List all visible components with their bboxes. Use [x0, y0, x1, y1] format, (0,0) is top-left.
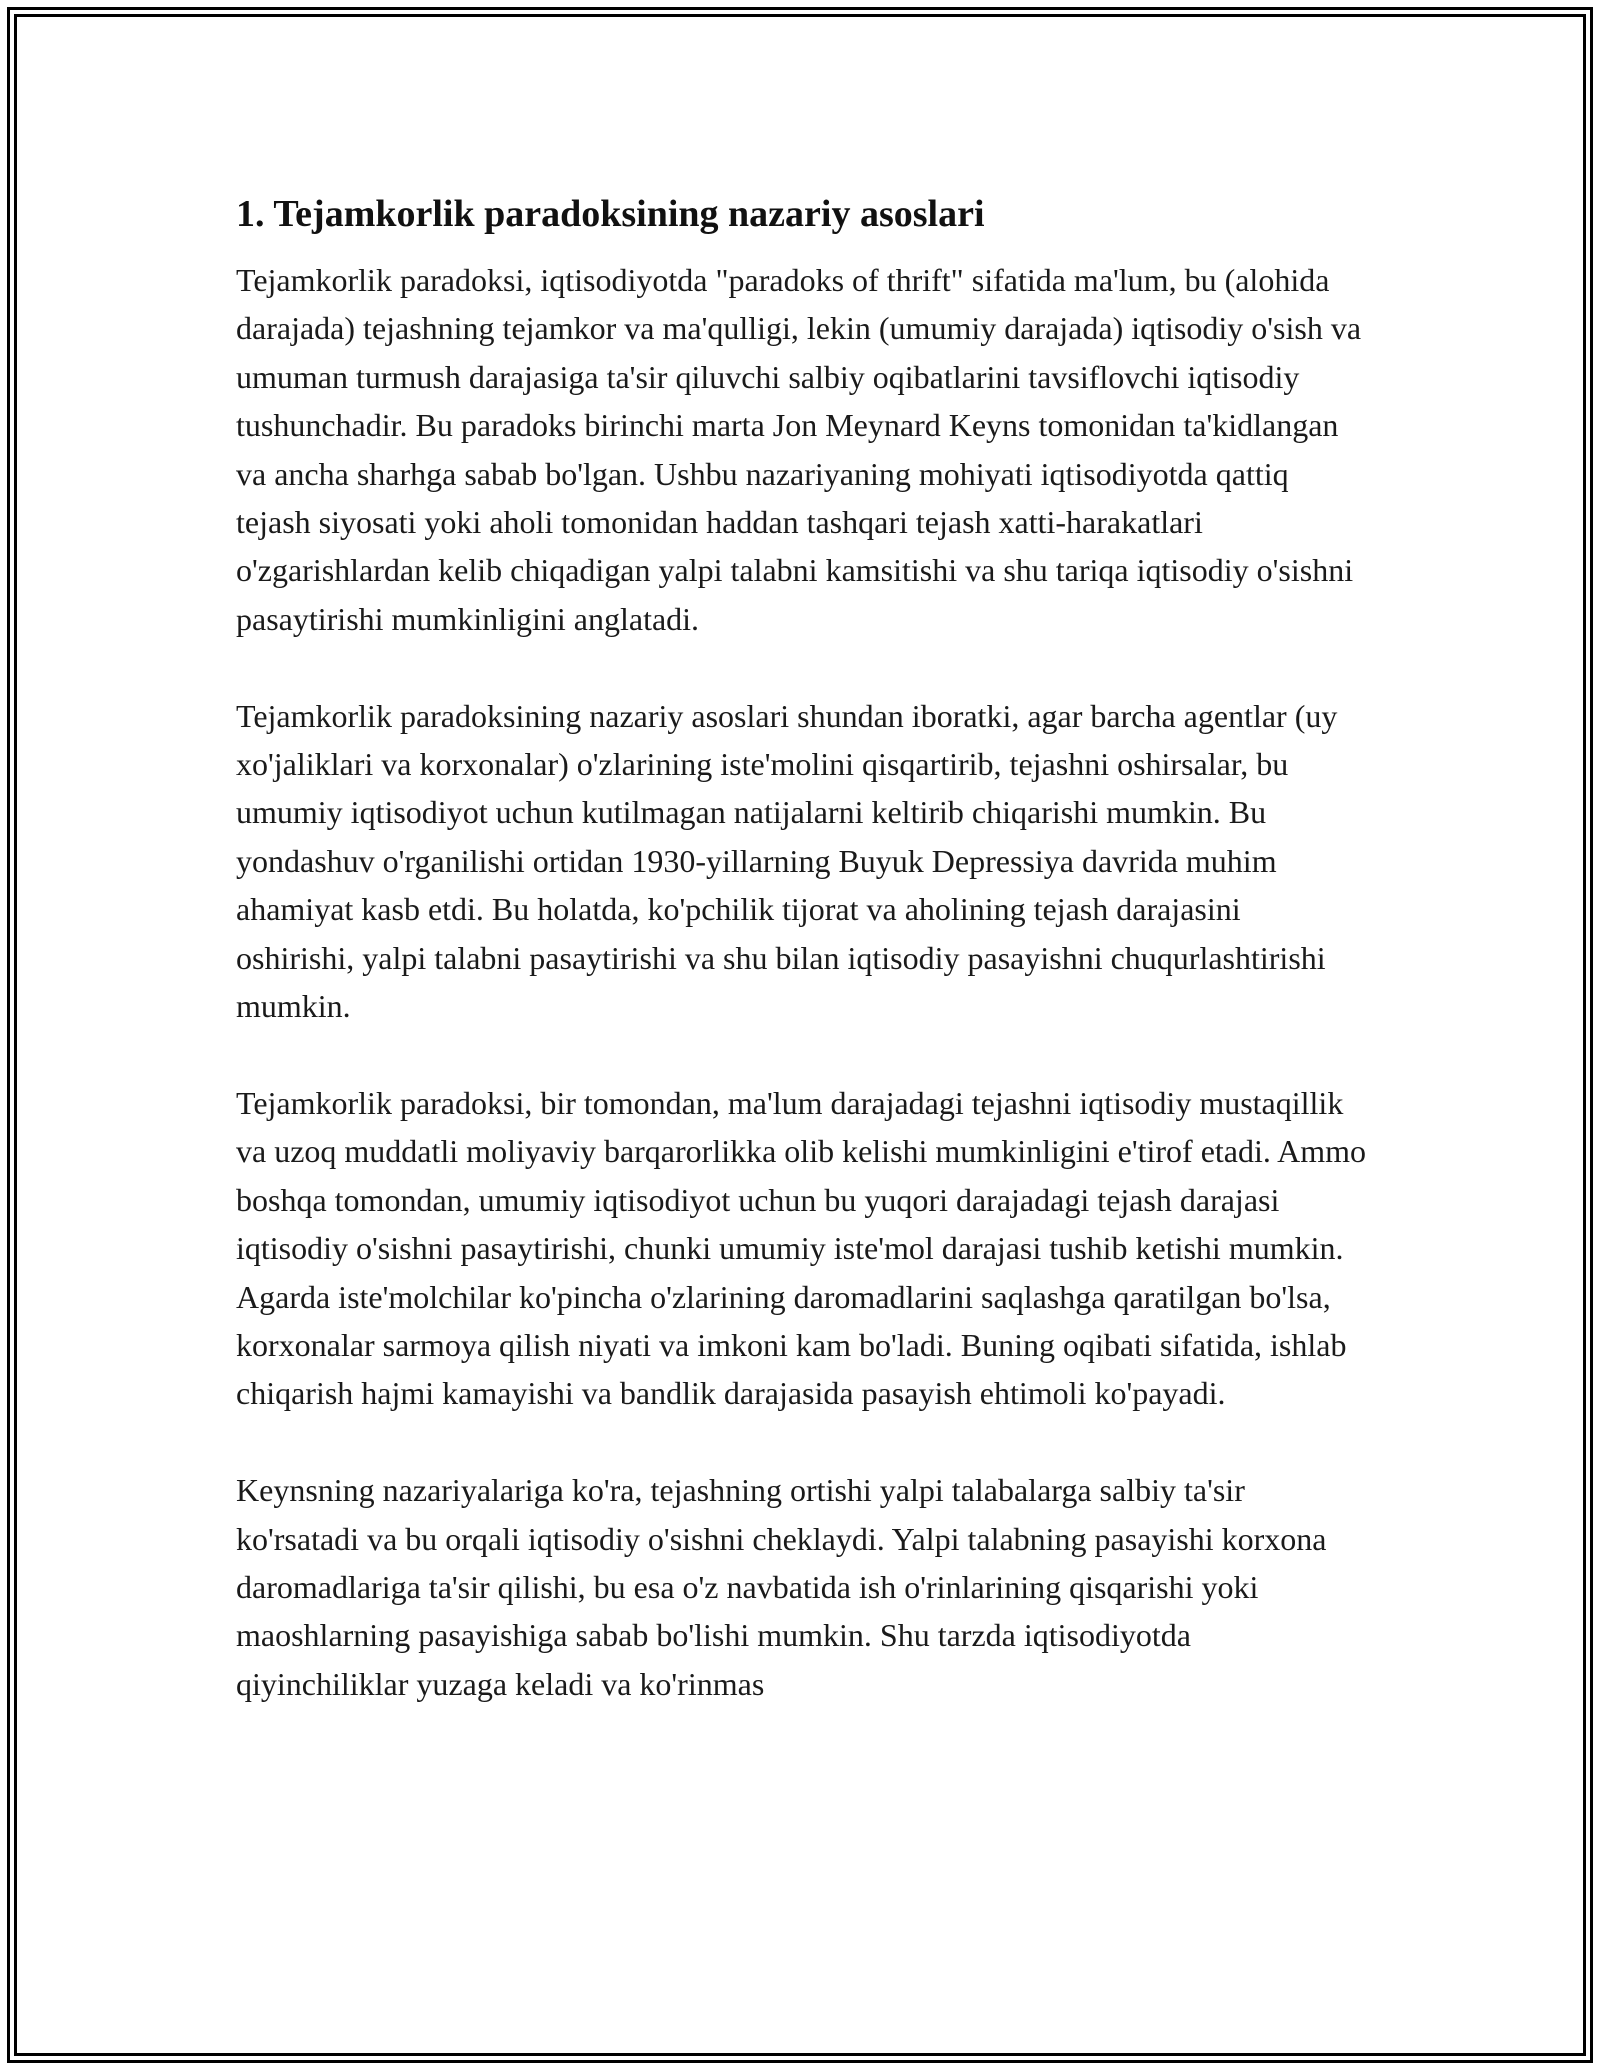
paragraph-4: Keynsning nazariyalariga ko'ra, tejashning ortishi yalpi talabalarga salbiy ta'sir ko'rsatadi va bu orqali iqtisodiy o'sishni cheklaydi. Yalpi talabning pasayishi korxona daromadlariga ta'sir qilishi, bu esa o'z navbatida ish o'rinlarining qisqarishi yoki maoshlarning pasayishiga sabab bo'lishi mumkin. Shu tarzda iqtisodiyotda qiyinchiliklar yuzaga keladi va ko'rinmas — [236, 1472, 1327, 1702]
paragraph-3: Tejamkorlik paradoksi, bir tomondan, ma'lum darajadagi tejashni iqtisodiy mustaqillik va uzoq muddatli moliyaviy barqarorlikka olib kelishi mumkinligini e'tirof etadi. Ammo boshqa tomondan, umumiy iqtisodiyot uchun bu yuqori darajadagi tejash darajasi iqtisodiy o'sishni pasaytirishi, chunki umumiy iste'mol darajasi tushib ketishi mumkin. Agarda iste'molchilar ko'pincha o'zlarining daromadlarini saqlashga qaratilgan bo'lsa, korxonalar sarmoya qilish niyati va imkoni kam bo'ladi. Buning oqibati sifatida, ishlab chiqarish hajmi kamayishi va bandlik darajasida pasayish ehtimoli ko'payadi. — [236, 1084, 1367, 1412]
document-body — [236, 186, 1366, 1708]
section-heading: 1. Tejamkorlik paradoksining nazariy asoslari — [236, 193, 985, 235]
paragraph-1: Tejamkorlik paradoksi, iqtisodiyotda "paradoks of thrift" sifatida ma'lum, bu (alohida darajada) tejashning tejamkor va ma'qulligi, lekin (umumiy darajada) iqtisodiy o'sish va umuman turmush darajasiga ta'sir qiluvchi salbiy oqibatlarini tavsiflovchi iqtisodiy tushunchadir. Bu paradoks birinchi marta Jon Meynard Keyns tomonidan ta'kidlangan va ancha sharhga sabab bo'lgan. Ushbu nazariyaning mohiyati iqtisodiyotda qattiq tejash siyosati yoki aholi tomonidan haddan tashqari tejash xatti-harakatlari o'zgarishlardan kelib chiqadigan yalpi talabni kamsitishi va shu tariqa iqtisodiy o'sishni pasaytirishi mumkinligini anglatadi. — [236, 262, 1362, 637]
paragraph-2: Tejamkorlik paradoksining nazariy asoslari shundan iboratki, agar barcha agentlar (uy xo'jaliklari va korxonalar) o'zlarining iste'molini qisqartirib, tejashni oshirsalar, bu umumiy iqtisodiyot uchun kutilmagan natijalarni keltirib chiqarishi mumkin. Bu yondashuv o'rganilishi ortidan 1930-yillarning Buyuk Depressiya davrida muhim ahamiyat kasb etdi. Bu holatda, ko'pchilik tijorat va aholining tejash darajasini oshirishi, yalpi talabni pasaytirishi va shu bilan iqtisodiy pasayishni chuqurlashtirishi mumkin. — [236, 697, 1338, 1025]
